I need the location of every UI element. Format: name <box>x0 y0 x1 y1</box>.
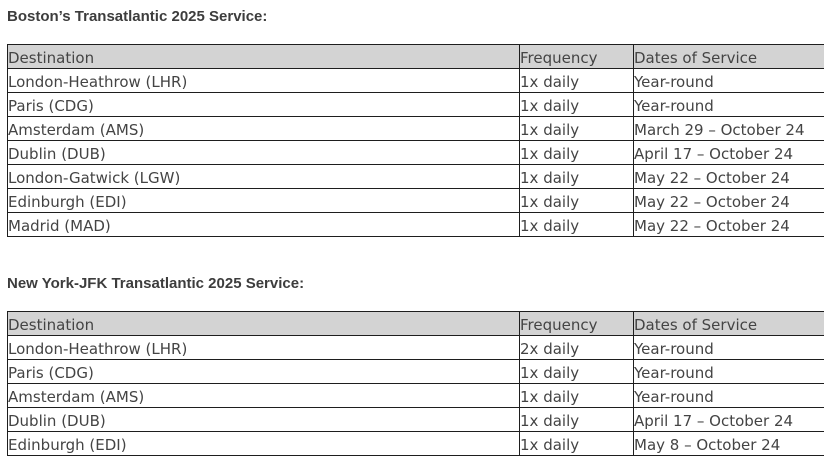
header-destination: Destination <box>8 45 520 69</box>
frequency-cell: 1x daily <box>520 408 634 432</box>
destination-cell: Edinburgh (EDI) <box>8 432 520 456</box>
dates-cell: Year-round <box>634 336 824 360</box>
destination-cell: Dublin (DUB) <box>8 141 520 165</box>
jfk-section <box>7 274 824 454</box>
destination-cell: Madrid (MAD) <box>8 213 520 237</box>
table-row <box>8 141 824 165</box>
table-row <box>8 117 824 141</box>
jfk-service-table <box>7 311 824 456</box>
boston-section <box>7 7 824 235</box>
frequency-cell: 1x daily <box>520 69 634 93</box>
dates-cell: May 8 – October 24 <box>634 432 824 456</box>
destination-cell: London-Heathrow (LHR) <box>8 69 520 93</box>
table-row <box>8 93 824 117</box>
frequency-cell: 1x daily <box>520 360 634 384</box>
frequency-cell: 1x daily <box>520 141 634 165</box>
dates-cell: Year-round <box>634 384 824 408</box>
destination-cell: London-Heathrow (LHR) <box>8 336 520 360</box>
frequency-cell: 1x daily <box>520 165 634 189</box>
frequency-cell: 1x daily <box>520 384 634 408</box>
table-row <box>8 189 824 213</box>
dates-cell: Year-round <box>634 360 824 384</box>
destination-cell: Edinburgh (EDI) <box>8 189 520 213</box>
header-dates: Dates of Service <box>634 312 824 336</box>
header-frequency: Frequency <box>520 45 634 69</box>
dates-cell: March 29 – October 24 <box>634 117 824 141</box>
table-row <box>8 360 824 384</box>
dates-cell: Year-round <box>634 93 824 117</box>
header-destination: Destination <box>8 312 520 336</box>
frequency-cell: 1x daily <box>520 93 634 117</box>
table-row <box>8 336 824 360</box>
destination-cell: London-Gatwick (LGW) <box>8 165 520 189</box>
destination-cell: Dublin (DUB) <box>8 408 520 432</box>
dates-cell: April 17 – October 24 <box>634 408 824 432</box>
frequency-cell: 1x daily <box>520 189 634 213</box>
frequency-cell: 1x daily <box>520 213 634 237</box>
header-dates: Dates of Service <box>634 45 824 69</box>
table-row <box>8 69 824 93</box>
frequency-cell: 2x daily <box>520 336 634 360</box>
frequency-cell: 1x daily <box>520 432 634 456</box>
table-row <box>8 165 824 189</box>
table-header-row <box>8 45 824 69</box>
table-row <box>8 384 824 408</box>
frequency-cell: 1x daily <box>520 117 634 141</box>
destination-cell: Amsterdam (AMS) <box>8 384 520 408</box>
destination-cell: Amsterdam (AMS) <box>8 117 520 141</box>
destination-cell: Paris (CDG) <box>8 93 520 117</box>
boston-service-table <box>7 44 824 237</box>
boston-section-title: Boston’s Transatlantic 2025 Service: <box>7 8 268 25</box>
table-row <box>8 213 824 237</box>
table-row <box>8 432 824 456</box>
dates-cell: April 17 – October 24 <box>634 141 824 165</box>
table-row <box>8 408 824 432</box>
table-header-row <box>8 312 824 336</box>
dates-cell: Year-round <box>634 69 824 93</box>
dates-cell: May 22 – October 24 <box>634 165 824 189</box>
header-frequency: Frequency <box>520 312 634 336</box>
dates-cell: May 22 – October 24 <box>634 189 824 213</box>
jfk-section-title: New York-JFK Transatlantic 2025 Service: <box>7 275 305 292</box>
destination-cell: Paris (CDG) <box>8 360 520 384</box>
dates-cell: May 22 – October 24 <box>634 213 824 237</box>
